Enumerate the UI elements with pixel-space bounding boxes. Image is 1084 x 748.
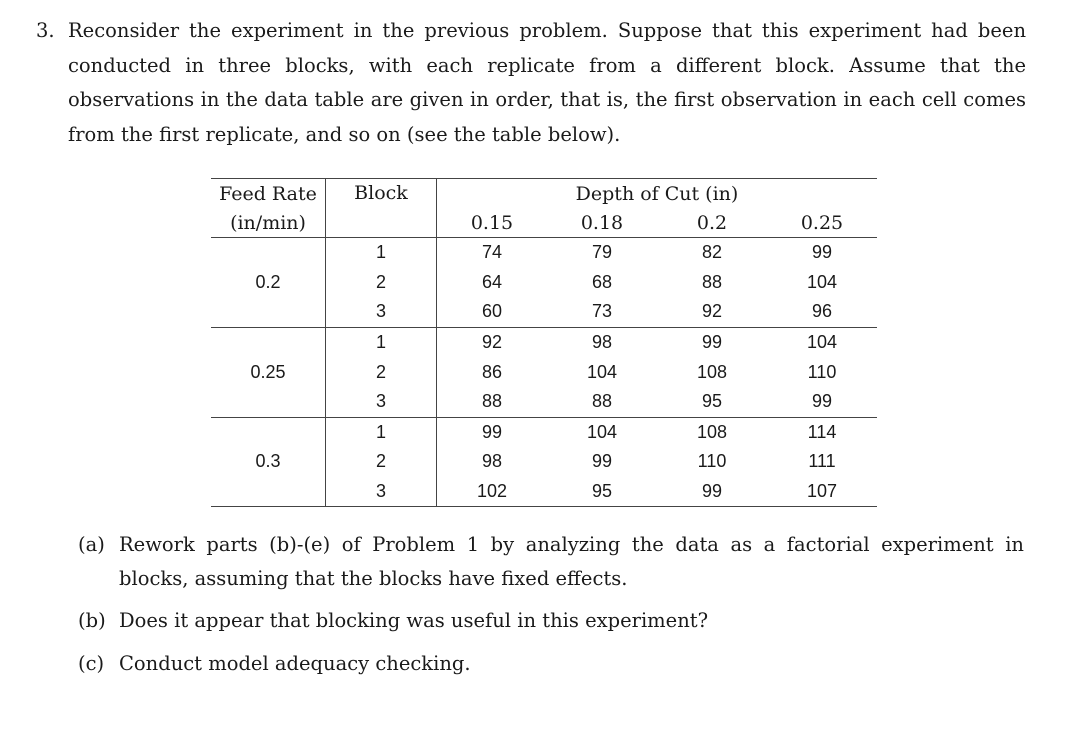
value-cell: 68: [591, 271, 613, 292]
question-part-a: [78, 528, 1024, 596]
value-cell: 104: [547, 417, 657, 447]
block-cell: 2: [326, 268, 437, 298]
value-cell: 111: [808, 451, 836, 472]
part-label: (b): [78, 609, 106, 632]
value-cell: 86: [437, 357, 548, 387]
value-cell: 73: [591, 301, 613, 322]
part-label: (a): [78, 533, 105, 556]
value-cell: 74: [437, 238, 548, 268]
part-text: Does it appear that blocking was useful in this experiment?: [119, 609, 709, 632]
feed-rate-unit: (in/min): [230, 211, 306, 234]
block-cell: 1: [326, 327, 437, 357]
value-cell: 104: [586, 361, 618, 382]
block-cell: 3: [326, 297, 437, 327]
value-cell: 96: [811, 301, 833, 322]
depth-col-header: 0.18: [580, 211, 624, 234]
value-cell: 104: [767, 327, 877, 357]
value-cell: 79: [547, 238, 657, 268]
block-cell: 1: [326, 417, 437, 447]
value-cell: 82: [657, 238, 767, 268]
problem-text: Reconsider the experiment in the previous problem. Suppose that this experiment had been conducted in three blocks, with each replicate from a different block. Assume that the observations in the data table are given in order, that is, the first observation in each cell comes from the first replicate, and so on (see the table below).: [68, 19, 1026, 146]
question-part-b: [78, 604, 1024, 638]
value-cell: 95: [701, 391, 723, 412]
value-cell: 99: [657, 477, 767, 507]
depth-col-header: 0.15: [437, 208, 548, 238]
table-row: [211, 417, 877, 447]
depth-col-header: 0.2: [696, 211, 728, 234]
feed-rate-cell: 0.25: [211, 327, 326, 417]
block-cell: 3: [326, 477, 437, 507]
depth-col-header: 0.25: [800, 211, 844, 234]
value-cell: 107: [767, 477, 877, 507]
value-cell: 98: [547, 327, 657, 357]
value-cell: 92: [437, 327, 548, 357]
value-cell: 99: [767, 238, 877, 268]
part-label: (c): [78, 652, 105, 675]
part-text: Rework parts (b)-(e) of Problem 1 by analyzing the data as a factorial experiment in blocks, assuming that the blocks have fixed effects.: [119, 533, 1024, 590]
value-cell: 64: [437, 268, 548, 298]
block-cell: 1: [326, 238, 437, 268]
value-cell: 99: [437, 417, 548, 447]
feed-rate-cell: 0.2: [211, 238, 326, 328]
block-header: Block: [326, 179, 437, 238]
feed-rate-header: Feed Rate: [211, 179, 326, 209]
value-cell: 108: [657, 417, 767, 447]
table-row: [211, 238, 877, 268]
question-part-c: [78, 647, 1024, 681]
value-cell: 108: [696, 361, 728, 382]
value-cell: 95: [547, 477, 657, 507]
question-parts: [78, 528, 1024, 681]
block-cell: 2: [326, 357, 437, 387]
depth-header: Depth of Cut (in): [437, 179, 878, 209]
value-cell: 102: [437, 477, 548, 507]
table-row: [211, 327, 877, 357]
value-cell: 88: [591, 391, 613, 412]
problem-number: 3.: [36, 19, 55, 42]
problem-statement: [36, 14, 1026, 152]
value-cell: 98: [437, 447, 548, 477]
part-text: Conduct model adequacy checking.: [119, 652, 471, 675]
block-cell: 3: [326, 387, 437, 417]
value-cell: 114: [767, 417, 877, 447]
value-cell: 88: [437, 387, 548, 417]
feed-rate-cell: 0.3: [211, 417, 326, 507]
value-cell: 92: [701, 301, 723, 322]
value-cell: 99: [591, 451, 613, 472]
block-cell: 2: [326, 447, 437, 477]
value-cell: 110: [697, 451, 727, 472]
value-cell: 99: [657, 327, 767, 357]
value-cell: 60: [437, 297, 548, 327]
value-cell: 104: [806, 271, 838, 292]
value-cell: 110: [807, 361, 837, 382]
value-cell: 88: [701, 271, 723, 292]
value-cell: 99: [811, 391, 833, 412]
data-table: [211, 178, 877, 507]
